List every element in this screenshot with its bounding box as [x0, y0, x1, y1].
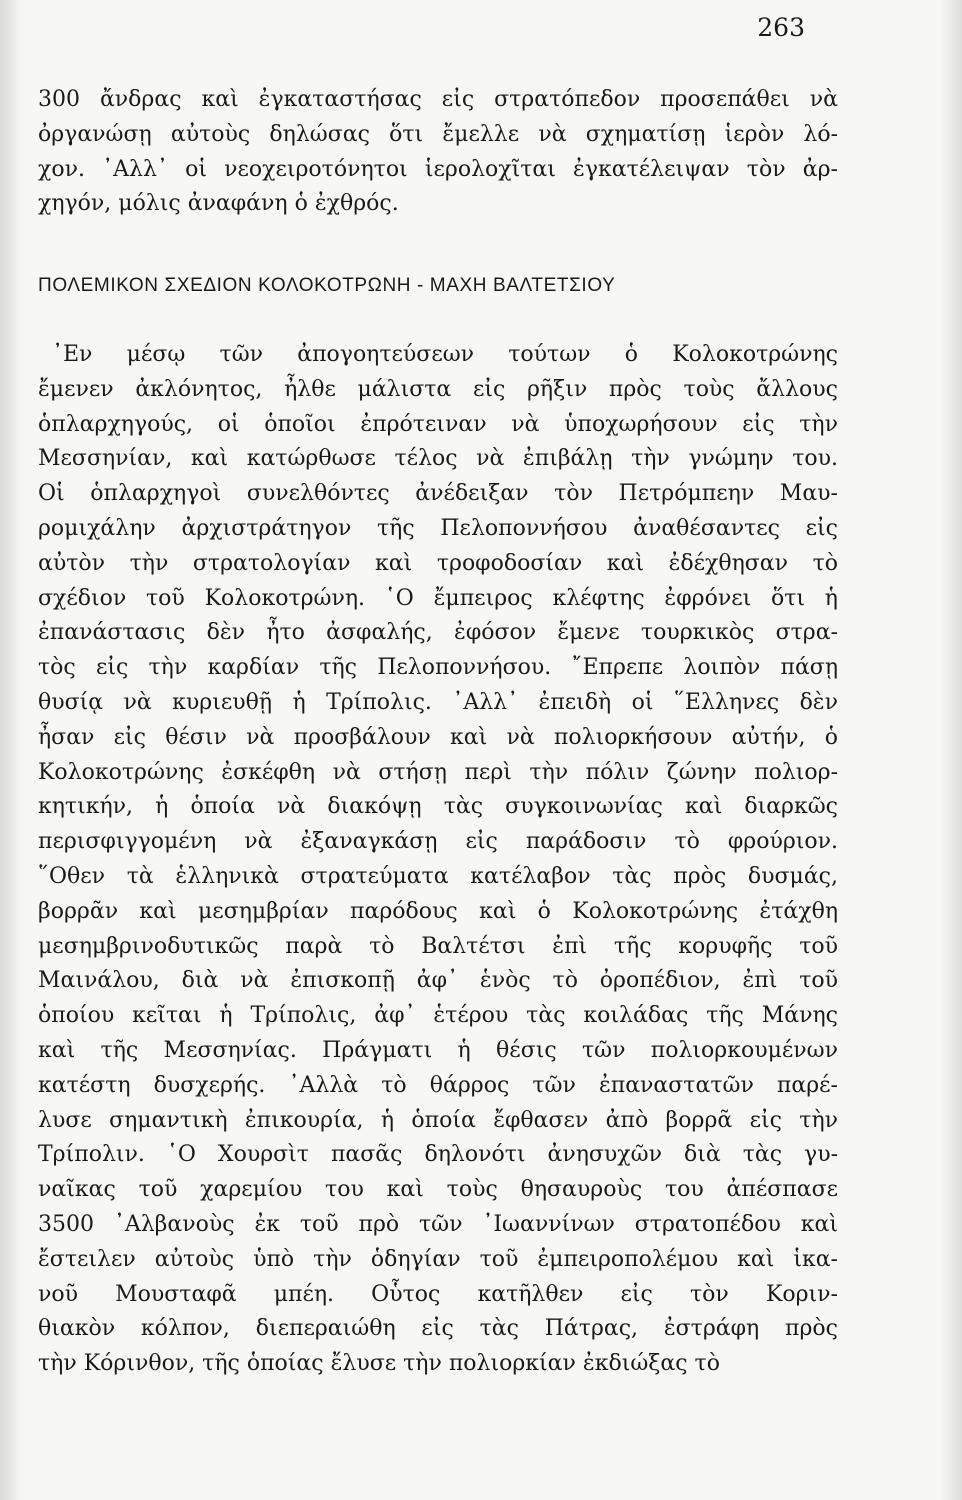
text-line: Τρίπολιν. ῾Ο Χουρσὶτ πασᾶς δηλονότι ἀνησυχῶν διὰ τὰς γυ- [38, 1142, 838, 1168]
text-line: χηγόν, μόλις ἀναφάνη ὁ ἐχθρός. [38, 191, 399, 217]
text-line: τὸς εἰς τὴν καρδίαν τῆς Πελοποννήσου. ῎Επρεπε λοιπὸν πάσῃ [38, 655, 838, 681]
text-line: ὀργανώσῃ αὐτοὺς δηλώσας ὅτι ἔμελλε νὰ σχηματίσῃ ἱερὸν λό- [38, 121, 838, 147]
section-heading: ΠΟΛΕΜΙΚΟΝ ΣΧΕΔΙΟΝ ΚΟΛΟΚΟΤΡΩΝΗ - ΜΑΧΗ ΒΑΛΤΕΤΣΙΟΥ [38, 275, 616, 296]
text-line: σχέδιον τοῦ Κολοκοτρώνη. ῾Ο ἔμπειρος κλέφτης ἐφρόνει ὅτι ἡ [38, 585, 838, 611]
text-line: 300 ἄνδρας καὶ ἐγκαταστήσας εἰς στρατόπεδον προσεπάθει νὰ [38, 87, 838, 112]
text-line: ἐπανάστασις δὲν ἦτο ἀσφαλής, ἐφόσον ἔμενε τουρκικὸς στρα- [38, 620, 838, 646]
text-line: ναῖκας τοῦ χαρεμίου του καὶ τοὺς θησαυροὺς του ἀπέσπασε [38, 1177, 838, 1203]
text-line: θυσίᾳ νὰ κυριευθῇ ἡ Τρίπολις. ᾿Αλλ᾿ ἐπειδὴ οἱ ῞Ελληνες δὲν [38, 689, 838, 715]
text-line: ᾿Εν μέσῳ τῶν ἀπογοητεύσεων τούτων ὁ Κολοκοτρώνης [52, 342, 838, 367]
text-line: καὶ τῆς Μεσσηνίας. Πράγματι ἡ θέσις τῶν πολιορκουμένων [38, 1037, 838, 1063]
page-right-edge-shadow [940, 0, 962, 1500]
text-line: Μαινάλου, διὰ νὰ ἐπισκοπῇ ἀφ᾿ ἑνὸς τὸ ὀροπέδιον, ἐπὶ τοῦ [38, 968, 838, 994]
text-line: περισφιγγομένη νὰ ἐξαναγκάσῃ εἰς παράδοσιν τὸ φρούριον. [38, 829, 838, 855]
continuation-paragraph [38, 83, 838, 222]
text-line: ἔστειλεν αὐτοὺς ὑπὸ τὴν ὁδηγίαν τοῦ ἐμπειροπολέμου καὶ ἱκα- [38, 1246, 838, 1272]
page-left-edge-shadow [0, 0, 22, 1500]
text-line: ρομιχάλην ἀρχιστράτηγον τῆς Πελοποννήσου ἀναθέσαντες εἰς [38, 515, 838, 541]
text-line: θιακὸν κόλπον, διεπεραιώθη εἰς τὰς Πάτρας, ἐστράφη πρὸς [38, 1316, 838, 1342]
text-line: Μεσσηνίαν, καὶ κατώρθωσε τέλος νὰ ἐπιβάλῃ τὴν γνώμην του. [38, 446, 838, 472]
text-line: λυσε σημαντικὴ ἐπικουρία, ἡ ὁποία ἔφθασεν ἀπὸ βορρᾶ εἰς τὴν [38, 1107, 838, 1133]
text-line: Οἱ ὁπλαρχηγοὶ συνελθόντες ἀνέδειξαν τὸν Πετρόμπεην Μαυ- [38, 481, 838, 507]
text-line: αὐτὸν τὴν στρατολογίαν καὶ τροφοδοσίαν καὶ ἐδέχθησαν τὸ [38, 550, 838, 576]
text-line: νοῦ Μουσταφᾶ μπέη. Οὗτος κατῆλθεν εἰς τὸν Κοριν- [38, 1281, 838, 1307]
page-number: 263 [757, 13, 805, 42]
text-line: κατέστη δυσχερής. ᾿Αλλὰ τὸ θάρρος τῶν ἐπαναστατῶν παρέ- [38, 1072, 838, 1098]
text-line: Κολοκοτρώνης ἐσκέφθη νὰ στήσῃ περὶ τὴν πόλιν ζώνην πολιορ- [38, 759, 838, 785]
text-line: ὁπλαρχηγούς, οἱ ὁποῖοι ἐπρότειναν νὰ ὑποχωρήσουν εἰς τὴν [38, 411, 838, 437]
main-paragraph [38, 338, 838, 1382]
text-line: μεσημβρινοδυτικῶς παρὰ τὸ Βαλτέτσι ἐπὶ τῆς κορυφῆς τοῦ [38, 933, 838, 959]
text-line: ἦσαν εἰς θέσιν νὰ προσβάλουν καὶ νὰ πολιορκήσουν αὐτήν, ὁ [38, 724, 838, 750]
text-line: ὁποίου κεῖται ἡ Τρίπολις, ἀφ᾿ ἑτέρου τὰς κοιλάδας τῆς Μάνης [38, 1003, 838, 1029]
text-line: βορρᾶν καὶ μεσημβρίαν παρόδους καὶ ὁ Κολοκοτρώνης ἐτάχθη [38, 898, 838, 924]
text-line: ἔμενεν ἀκλόνητος, ἦλθε μάλιστα εἰς ρῆξιν πρὸς τοὺς ἄλλους [38, 376, 838, 402]
text-line: χον. ᾿Αλλ᾿ οἱ νεοχειροτόνητοι ἱερολοχῖται ἐγκατέλειψαν τὸν ἀρ- [38, 156, 838, 182]
text-line: ῞Οθεν τὰ ἑλληνικὰ στρατεύματα κατέλαβον τὰς πρὸς δυσμάς, [38, 863, 838, 889]
text-line: κητικήν, ἡ ὁποία νὰ διακόψῃ τὰς συγκοινωνίας καὶ διαρκῶς [38, 794, 838, 820]
text-line: τὴν Κόρινθον, τῆς ὁποίας ἔλυσε τὴν πολιορκίαν ἐκδιώξας τὸ [38, 1351, 720, 1377]
text-line: 3500 ᾿Αλβανοὺς ἐκ τοῦ πρὸ τῶν ᾿Ιωαννίνων στρατοπέδου καὶ [38, 1211, 838, 1237]
